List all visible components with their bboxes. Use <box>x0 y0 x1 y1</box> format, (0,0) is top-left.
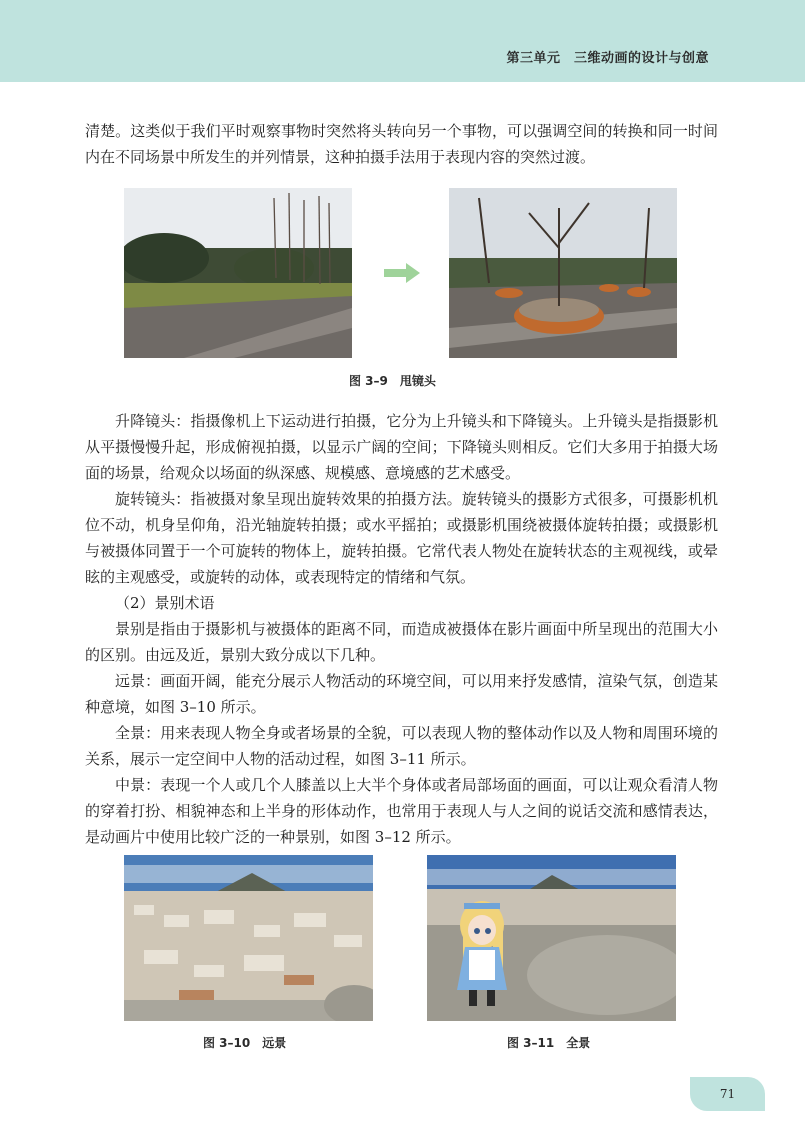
figure-3-11-photo <box>427 855 676 1021</box>
running-header-title: 第三单元 三维动画的设计与创意 <box>506 51 709 66</box>
paragraph-full-shot: 全景：用来表现人物全身或者场景的全貌，可以表现人物的整体动作以及人物和周围环境的关系，展示一定空间中人物的活动过程，如图 3–11 所示。 <box>85 724 718 768</box>
page-number: 71 <box>719 1087 736 1101</box>
figure-3-9-caption: 图 3–9 甩镜头 <box>349 374 436 388</box>
paragraph-medium-shot: 中景：表现一个人或几个人膝盖以上大半个身体或者局部场面的画面，可以让观众看清人物的穿着打扮、相貌神态和上半身的形体动作，也常用于表现人与人之间的说话交流和感情表达，是动画片中使用比较广泛的一种景别，如图 3–12 所示。 <box>85 776 718 846</box>
section-subheading: （2）景别术语 <box>115 594 215 612</box>
figure-3-9-photo-right <box>449 188 677 358</box>
figure-3-10-caption: 图 3–10 远景 <box>203 1036 287 1050</box>
transition-arrow-icon <box>384 262 420 284</box>
paragraph-continuation: 清楚。这类似于我们平时观察事物时突然将头转向另一个事物，可以强调空间的转换和同一时间内在不同场景中所发生的并列情景，这种拍摄手法用于表现内容的突然过渡。 <box>85 122 718 166</box>
header-band <box>0 0 805 82</box>
main-text-block <box>85 408 718 850</box>
page-number-tab <box>690 1077 765 1111</box>
paragraph-shot-scale: 景别是指由于摄影机与被摄体的距离不同，而造成被摄体在影片画面中所呈现出的范围大小的区别。由远及近，景别大致分成以下几种。 <box>85 620 718 664</box>
figure-3-10-photo <box>124 855 373 1021</box>
figure-3-9-photo-left <box>124 188 352 358</box>
intro-text-block <box>85 118 718 170</box>
figure-3-11-caption: 图 3–11 全景 <box>507 1036 591 1050</box>
paragraph-rotating-shot: 旋转镜头：指被摄对象呈现出旋转效果的拍摄方法。旋转镜头的摄影方式很多，可摄影机机位不动，机身呈仰角，沿光轴旋转拍摄；或水平摇拍；或摄影机围绕被摄体旋转拍摄；或摄影机与被摄体同置于一个可旋转的物体上，旋转拍摄。它常代表人物处在旋转状态的主观视线，或晕眩的主观感受，或旋转的动体，或表现特定的情绪和气氛。 <box>85 490 718 586</box>
paragraph-crane-shot: 升降镜头：指摄像机上下运动进行拍摄，它分为上升镜头和下降镜头。上升镜头是指摄影机从平摄慢慢升起，形成俯视拍摄，以显示广阔的空间；下降镜头则相反。它们大多用于拍摄大场面的场景，给观众以场面的纵深感、规模感、意境感的艺术感受。 <box>85 412 718 482</box>
paragraph-long-shot: 远景：画面开阔，能充分展示人物活动的环境空间，可以用来抒发感情，渲染气氛，创造某种意境，如图 3–10 所示。 <box>85 672 718 716</box>
